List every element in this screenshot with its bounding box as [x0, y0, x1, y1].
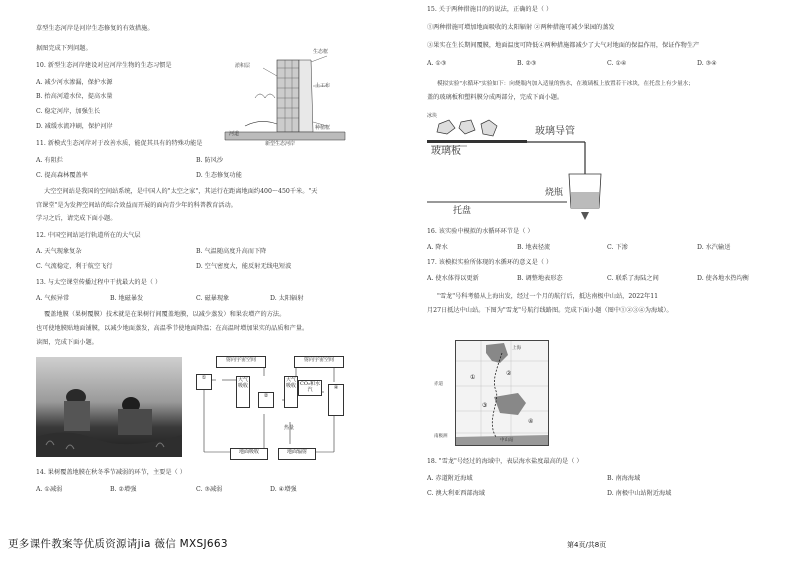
q18-option-d: D. 南极中山站附近海域 [607, 490, 672, 497]
label-flask: 烧瓶 [545, 188, 564, 198]
q16-option-b: B. 地表径流 [517, 244, 551, 251]
passage-experiment-2: 盖的玻璃板和塑料膜分成两部分，完成下面小题。 [427, 94, 564, 101]
passage-station-1: 大空空间站是我国的空间站系统，是中国人的"太空之家"，其运行在距离地面约400～450千米。"天 [44, 188, 318, 195]
question-10: 10. 新型生态河岸建设对应河岸生物的生态习惯是 [36, 62, 172, 69]
map-label-antarctica: 南极洲 [434, 434, 448, 439]
svg-text:④: ④ [528, 418, 534, 425]
heat-balance-diagram [186, 352, 366, 464]
q17-option-a: A. 使水体得以更新 [427, 275, 479, 282]
label-ice: 冰块 [427, 113, 438, 119]
q15-option-d: D. ③④ [697, 60, 717, 67]
box-atmos-absorb-2: 大气吸收 [284, 376, 298, 408]
q16-option-c: C. 下渗 [607, 244, 628, 251]
q18-option-c: C. 澳大利亚西部海域 [427, 490, 485, 497]
box-ground-radiate: 地面辐射 [278, 448, 316, 460]
label-glass-tube: 玻璃导管 [535, 126, 575, 137]
q11-option-c: C. 提高森林覆盖率 [36, 172, 88, 179]
q13-option-b: B. 地磁暴发 [110, 295, 144, 302]
question-16: 16. 该实验中模拟的水循环环节是（ ） [427, 228, 534, 235]
box-co2-vapor: CO₂和水汽 [298, 380, 322, 396]
q14-option-a: A. ①减弱 [36, 486, 63, 493]
q11-option-b: B. 防风沙 [196, 157, 224, 164]
q12-option-b: B. 气温随高度升高而下降 [196, 248, 267, 255]
svg-text:②: ② [506, 370, 512, 377]
label-river: 河道 [229, 131, 240, 137]
footer-promo: 更多课件教案等优质资源请jia 薇信 MXSJ663 [8, 538, 228, 550]
q15-statement-2: ③果实在生长期间覆膜，地面温度可降低④两种措施都减少了大气对地面的保温作用，保证作物生产 [427, 42, 700, 49]
svg-text:③: ③ [482, 402, 488, 409]
question-12: 12. 中国空间站运行轨道所在的大气层 [36, 232, 141, 239]
box-space-2: 射向宇宙空间 [294, 356, 344, 368]
box-1: ① [196, 374, 212, 390]
question-13: 13. 与太空课堂传播过程中干扰最大的是（ ） [36, 279, 162, 286]
passage-xuelong-1: "雪龙"号科考船从上海出发，经过一个月的航行后，抵达南极中山站，2022年11 [437, 293, 659, 300]
box-ground-absorb: 地面吸收 [230, 448, 268, 460]
passage-mulch-1: 覆盖地膜（果树覆膜）技术就是在果树行间覆盖地膜，以减少蒸发）和果农增产的方法。 [44, 311, 286, 318]
passage-mulch-3: 读图，完成下面小题。 [36, 339, 98, 346]
passage-station-3: 学习之后，请完成下面小题。 [36, 215, 117, 222]
passage-experiment-1: 模拟实验"水循环"实验如下：向烧瓶内加入适量的热水，在玻璃板上放置若干冰块，在托盘上有少量水； [437, 81, 694, 87]
q14-option-b: B. ②增强 [110, 486, 137, 493]
intro-line-2: 据图完成下列问题。 [36, 45, 92, 52]
question-15: 15. 关于两种措施目的的说法，正确的是（ ） [427, 6, 553, 13]
intro-line-1: 草型生态河岸是河岸生态修复的有效措施。 [36, 25, 154, 32]
box-2: ② [258, 392, 274, 408]
q17-option-b: B. 调整地表形态 [517, 275, 563, 282]
q10-option-c: C. 稳定河岸，加强生长 [36, 108, 101, 115]
q10-option-d: D. 减缓水流冲刷，保护河岸 [36, 123, 113, 130]
question-18: 18. "雪龙"号经过的海域中，表层海水盐度最高的是（ ） [427, 458, 583, 465]
q11-option-a: A. 有阻拦 [36, 157, 63, 164]
question-17: 17. 该模拟实验所体现的水循环的意义是（ ） [427, 259, 553, 266]
label-heat: 热量 [284, 425, 295, 431]
q12-option-c: C. 气流稳定，利于航空飞行 [36, 263, 113, 270]
passage-station-2: 宫课堂"是为发挥空间站的综合效益而开展的面向青少年的科普教育活动。 [36, 202, 237, 209]
q15-option-b: B. ②③ [517, 60, 537, 67]
q10-option-b: B. 抬高河道水位，提高水量 [36, 93, 113, 100]
q14-option-d: D. ④增强 [270, 486, 297, 493]
box-atmos-absorb-1: 大气吸收 [236, 376, 250, 408]
question-14: 14. 果树覆盖地膜在秋冬季节减弱的环节，主要是（ ） [36, 469, 186, 476]
box-4: ④ [328, 384, 344, 416]
water-cycle-experiment [427, 112, 607, 224]
passage-xuelong-2: 月27日抵达中山站。下图为"雪龙"号航行线路图。完成下面小题（图中①②③④为海域）。 [427, 307, 673, 314]
q15-option-c: C. ①④ [607, 60, 627, 67]
label-glass-plate: 玻璃板 [431, 146, 461, 157]
q18-option-b: B. 南海海域 [607, 475, 641, 482]
q11-option-d: D. 生态修复功能 [196, 172, 242, 179]
label-geotextile: 土工布 [315, 83, 331, 89]
q17-option-d: D. 使各地水热均衡 [697, 275, 749, 282]
q10-option-a: A. 减少河水渗漏，保护水源 [36, 79, 113, 86]
label-eco-frame: 生态框 [313, 49, 329, 55]
q15-statement-1: ①两种措施可增加地面吸收的太阳辐射 ②两种措施可减少果园的蒸发 [427, 24, 615, 31]
svg-text:①: ① [470, 374, 476, 381]
farmers-photo [36, 357, 182, 457]
q13-option-c: C. 磁暴现象 [196, 295, 230, 302]
route-map [434, 340, 549, 446]
box-space-1: 射向宇宙空间 [216, 356, 266, 368]
label-plant-frame: 种植框 [315, 125, 331, 131]
q16-option-d: D. 水汽输送 [697, 244, 731, 251]
q12-option-a: A. 天气现象复杂 [36, 248, 82, 255]
q17-option-c: C. 联系了海陆之间 [607, 275, 659, 282]
q14-option-c: C. ③减弱 [196, 486, 223, 493]
map-label-zhongshan: 中山站 [500, 438, 514, 443]
passage-mulch-2: 也可使地膜贴地面铺膜，以减少地面蒸发，高温季节使地面降温；在高温时增加果实的品质和产量。 [36, 325, 309, 332]
question-11: 11. 新模式生态河岸对于改善水质，能促其具有的特殊功能是 [36, 140, 203, 147]
q15-option-a: A. ①③ [427, 60, 447, 67]
q16-option-a: A. 降水 [427, 244, 448, 251]
riverbank-figure [215, 48, 355, 148]
q18-option-a: A. 赤道附近海域 [427, 475, 473, 482]
right-page [397, 0, 794, 561]
q13-option-a: A. 气候异常 [36, 295, 70, 302]
q12-option-d: D. 空气密度大，能反射无线电短波 [196, 263, 292, 270]
label-sediment: 淤积层 [235, 63, 251, 69]
label-tray: 托盘 [453, 206, 472, 216]
page-number: 第4页/共8页 [567, 541, 607, 549]
map-label-equator: 赤道 [434, 382, 443, 387]
map-label-shanghai: 上海 [512, 346, 521, 351]
figure-caption: 新型生态河岸 [265, 141, 296, 147]
q13-option-d: D. 太阳辐射 [270, 295, 304, 302]
